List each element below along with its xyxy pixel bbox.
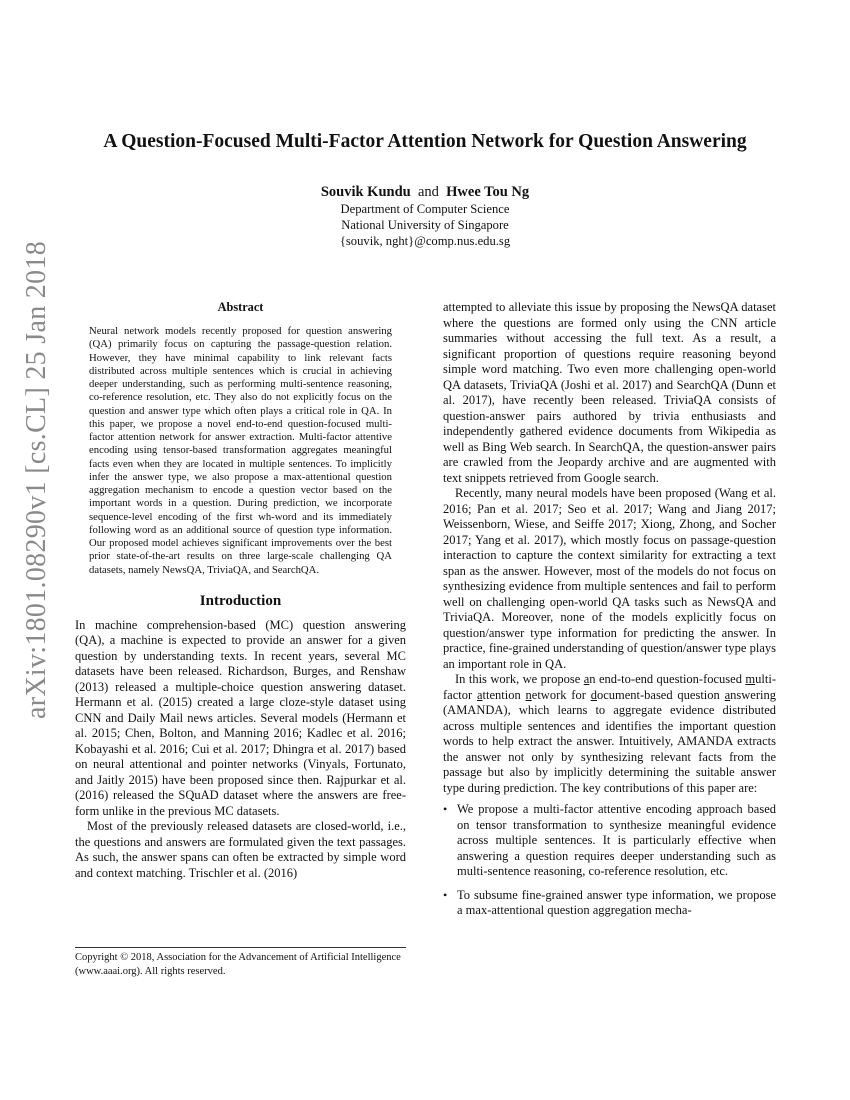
affiliation-block <box>60 201 790 249</box>
body-paragraph: attempted to alleviate this issue by proposing the NewsQA dataset where the questions are formed only using the CNN article summaries without accessing the full text. As a result, a significant proportion of questions require reasoning beyond simple word matching. Two even more challenging open-world QA datasets, TriviaQA (Joshi et al. 2017) and SearchQA (Dunn et al. 2017), have recently been released. TriviaQA consists of question-answer pairs authored by trivia enthusiasts and independently gathered evidence documents from Wikipedia as well as Bing Web search. In SearchQA, the question-answer pairs are crawled from the Jeopardy archive and are augmented with text snippets retrieved from Google search. <box>443 300 776 485</box>
paper-title: A Question-Focused Multi-Factor Attention Network for Question Answering <box>103 131 747 152</box>
list-item: • To subsume fine-grained answer type information, we propose a max-attentional question aggregation mecha- <box>443 887 776 917</box>
introduction-paragraph: Most of the previously released datasets are closed-world, i.e., the questions and answers are formulated given the text passages. As such, the answer spans can often be extracted by simple word and context matching. Trischler et al. (2016) <box>75 819 406 880</box>
contributions-list <box>443 802 776 919</box>
affiliation-university: National University of Singapore <box>341 218 509 232</box>
author-name: Hwee Tou Ng <box>446 184 530 200</box>
arxiv-identifier-text: arXiv:1801.08290v1 [cs.CL] 25 Jan 2018 <box>21 240 52 720</box>
copyright-footnote: Copyright © 2018, Association for the Advancement of Artificial Intelligence (www.aaai.org). All rights reserved. <box>75 947 406 978</box>
body-paragraph: Recently, many neural models have been proposed (Wang et al. 2016; Pan et al. 2017; Seo et al. 2017; Wang and Jiang 2017; Weissenborn, Wiese, and Seiffe 2017; Xiong, Zhong, and Socher 2017; Yang et al. 2017), which mostly focus on passage-question interaction to capture the context similarity for extracting a text span as the answer. However, most of the models do not focus on synthesizing evidence from multiple sentences and fail to perform well on challenging open-world QA tasks such as NewsQA and TriviaQA. Moreover, none of the models explicitly focus on question/answer type information for predicting the answer. In practice, fine-grained understanding of question/answer type plays an important role in QA. <box>443 486 776 671</box>
contribution-intro-paragraph: In this work, we propose an end-to-end question-focused multi-factor attention network for document-based question answering (AMANDA), which learns to aggregate evidence distributed across multiple sentences and identifies the important question words to help extract the answer. Intuitively, AMANDA extracts the answer not only by synthesizing relevant facts from the passage but also by implicitly determining the suitable answer type during prediction. The key contributions of this paper are: <box>443 672 776 795</box>
author-line <box>60 184 790 201</box>
abstract-body: Neural network models recently proposed for question answering (QA) primarily focus on capturing the passage-question relation. However, they have minimal capability to link relevant facts distributed across multiple sentences which is crucial in achieving deeper understanding, such as performing multi-sentence reasoning, co-reference resolution, etc. They also do not explicitly focus on the question and answer type which often plays a critical role in QA. In this paper, we propose a novel end-to-end question-focused multi-factor attention network for answer extraction. Multi-factor attentive encoding using tensor-based transformation aggregates meaningful facts even when they are located in multiple sentences. To implicitly infer the answer type, we also propose a max-attentional question aggregation mechanism to encode a question vector based on the important words in a question. During prediction, we incorporate sequence-level encoding of the first wh-word and its immediately following word as an additional source of question type information. Our proposed model achieves significant improvements over the best prior state-of-the-art results on three large-scale challenging QA datasets, namely NewsQA, TriviaQA, and SearchQA. <box>89 325 392 576</box>
arxiv-identifier-stamp <box>20 240 54 720</box>
right-column <box>443 300 776 927</box>
bullet-icon: • <box>443 802 448 816</box>
bullet-icon: • <box>443 887 448 902</box>
left-column <box>75 300 406 881</box>
introduction-heading: Introduction <box>199 592 282 609</box>
author-name: Souvik Kundu <box>320 184 411 200</box>
author-conjunction: and <box>417 184 439 200</box>
abstract-heading: Abstract <box>217 300 264 314</box>
list-item: • We propose a multi-factor attentive encoding approach based on tensor transformation to synthesize meaningful evidence across multiple sentences. It is particularly effective when answering a question requires deeper understanding such as multi-sentence reasoning, co-reference resolution, etc. <box>443 802 776 878</box>
affiliation-department: Department of Computer Science <box>340 202 510 216</box>
introduction-paragraph: In machine comprehension-based (MC) question answering (QA), a machine is expected to provide an answer for a given question by understanding texts. In recent years, several MC datasets have been released. Richardson, Burges, and Renshaw (2013) released a multiple-choice question answering dataset. Hermann et al. (2015) created a large cloze-style dataset using CNN and Daily Mail news articles. Several models (Hermann et al. 2015; Chen, Bolton, and Manning 2016; Kadlec et al. 2016; Kobayashi et al. 2016; Cui et al. 2017; Dhingra et al. 2017) based on neural attentional and pointer networks (Vinyals, Fortunato, and Jaitly 2015) have been proposed since then. Rajpurkar et al. (2016) released the SQuAD dataset where the answers are free-form unlike in the previous MC datasets. <box>75 617 406 818</box>
affiliation-email: {souvik, nght}@comp.nus.edu.sg <box>339 234 511 248</box>
